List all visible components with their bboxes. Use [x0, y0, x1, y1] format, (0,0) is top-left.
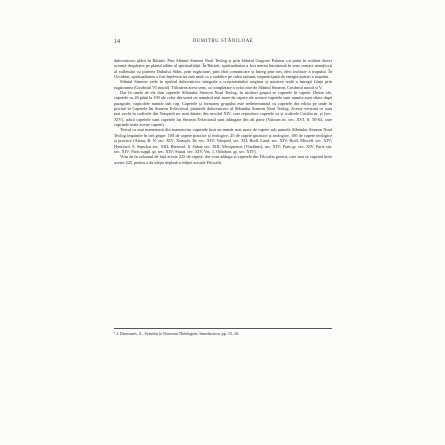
footnote-rule — [114, 328, 332, 329]
body-text — [114, 58, 332, 165]
paragraph: Dar în unele de ele dim capetele Sfântului Simeon Noul Teolog, în nicăieri grupul se capetele în capete. Dintre ele, capetele cu 26 până la 100 ale celor din urmă cu numărul mai mare de capete ale acestor capetele sunt numite sunt sfinte după paragrafe, capitolele numite sub cap. Capetele și formarea grupului este nedeterminată cu capetele din ediția pe unde în pricină în Capetele lui Simeon Evlaviosul, părintele duhovnicesc al Sfântului Simeon Noul Teolog. Aceste versiuni ce sunt mai vechi în codicele din Vatopedi nu sunt datate; din secolul XIV, care reproduce capetele ca și codicele Coislin nr. și (sec. XIV), adică capetele sunt capetele lui Simeon Evlaviosul sunt adăugate din alt parte (Vatican nr. sec. XVI, ff. 50-64, care cuprinde toate aceste capete). — [114, 90, 332, 128]
paragraph: Textul ca mai numeroasă din manuscrise cuprinde însă un număr mai mare de capete sub numele Sfântului Simeon Noul Teolog împărțite în trei grupe: 100 de capete practice și teologice, 25 de capete gnostice și teologice, 100 de capete teologice și practice (Atena, B. N. sec. XIV; Xenoph. 36, sec. XIV; Vatoped. sec. XII; Bodl. Laud. sec. XIV; Bodl. Miscell. sec. XIV; Hyerosol. S. Sepulcri sec. XIII; Hierosol. S. Sabae sec. XIII; Mosquensis (Vladimir), sec. XIV; Paris gr. sec. XIV; Paris sin. sec. XIV; Paris suppl. gr. sec. XIV; Sinait. sec. XIV, Vat. 1, Othobon. gr. sec. XIV). — [114, 127, 332, 154]
page-number: 14 — [114, 39, 120, 45]
page-header — [114, 38, 332, 48]
paragraph: duhovnicesc plătit în Răsărit. Prin Sfântul Simeon Noul Teolog și prin Sfântul Grigorie Palama s-a putut în evident direct această despărțire pe planul adânc al spiritualității. În Răsărit, spiritualitatea a fost mereu întreținută în sens contact nemijlocit al sufletului cu puterea Duhului Sfânt, prin rugăciune, prin fără comunicare și întreg prin om, deci inclusiv a trupului. În Occident, spiritualitatea a fost înțeleasă tot mai mult ca o stabilire pe calea rațiunii, neparticipată de energia puterii a trupului. — [114, 58, 332, 80]
paragraph: Sfântul Simeon vede în spiritul duhovnicesc integrale a creștinismului originar și nutrirea reală a întregii ființe prin rugăciunea (Cuvântul VI moral). Tâlcuirea acest sens, ca completare a celor zise de Sfântul Simeon, Cuvântul moral și V. — [114, 79, 332, 90]
footnote: ¹ J. Darrouzès, A., Syméon le Nouveau Théologien, Introduction, pp. 15–16. — [114, 331, 240, 336]
paragraph: Vom da în volumul de față aceste 225 de capete, dar vom adăuga și capetele din Filocalia greacă, care mai se cuprind între aceste 225, pentru a da ediția deplină a ediției actuale Filocalii. — [114, 154, 332, 165]
running-head: DUMITRU STĂNILOAE — [192, 39, 254, 44]
